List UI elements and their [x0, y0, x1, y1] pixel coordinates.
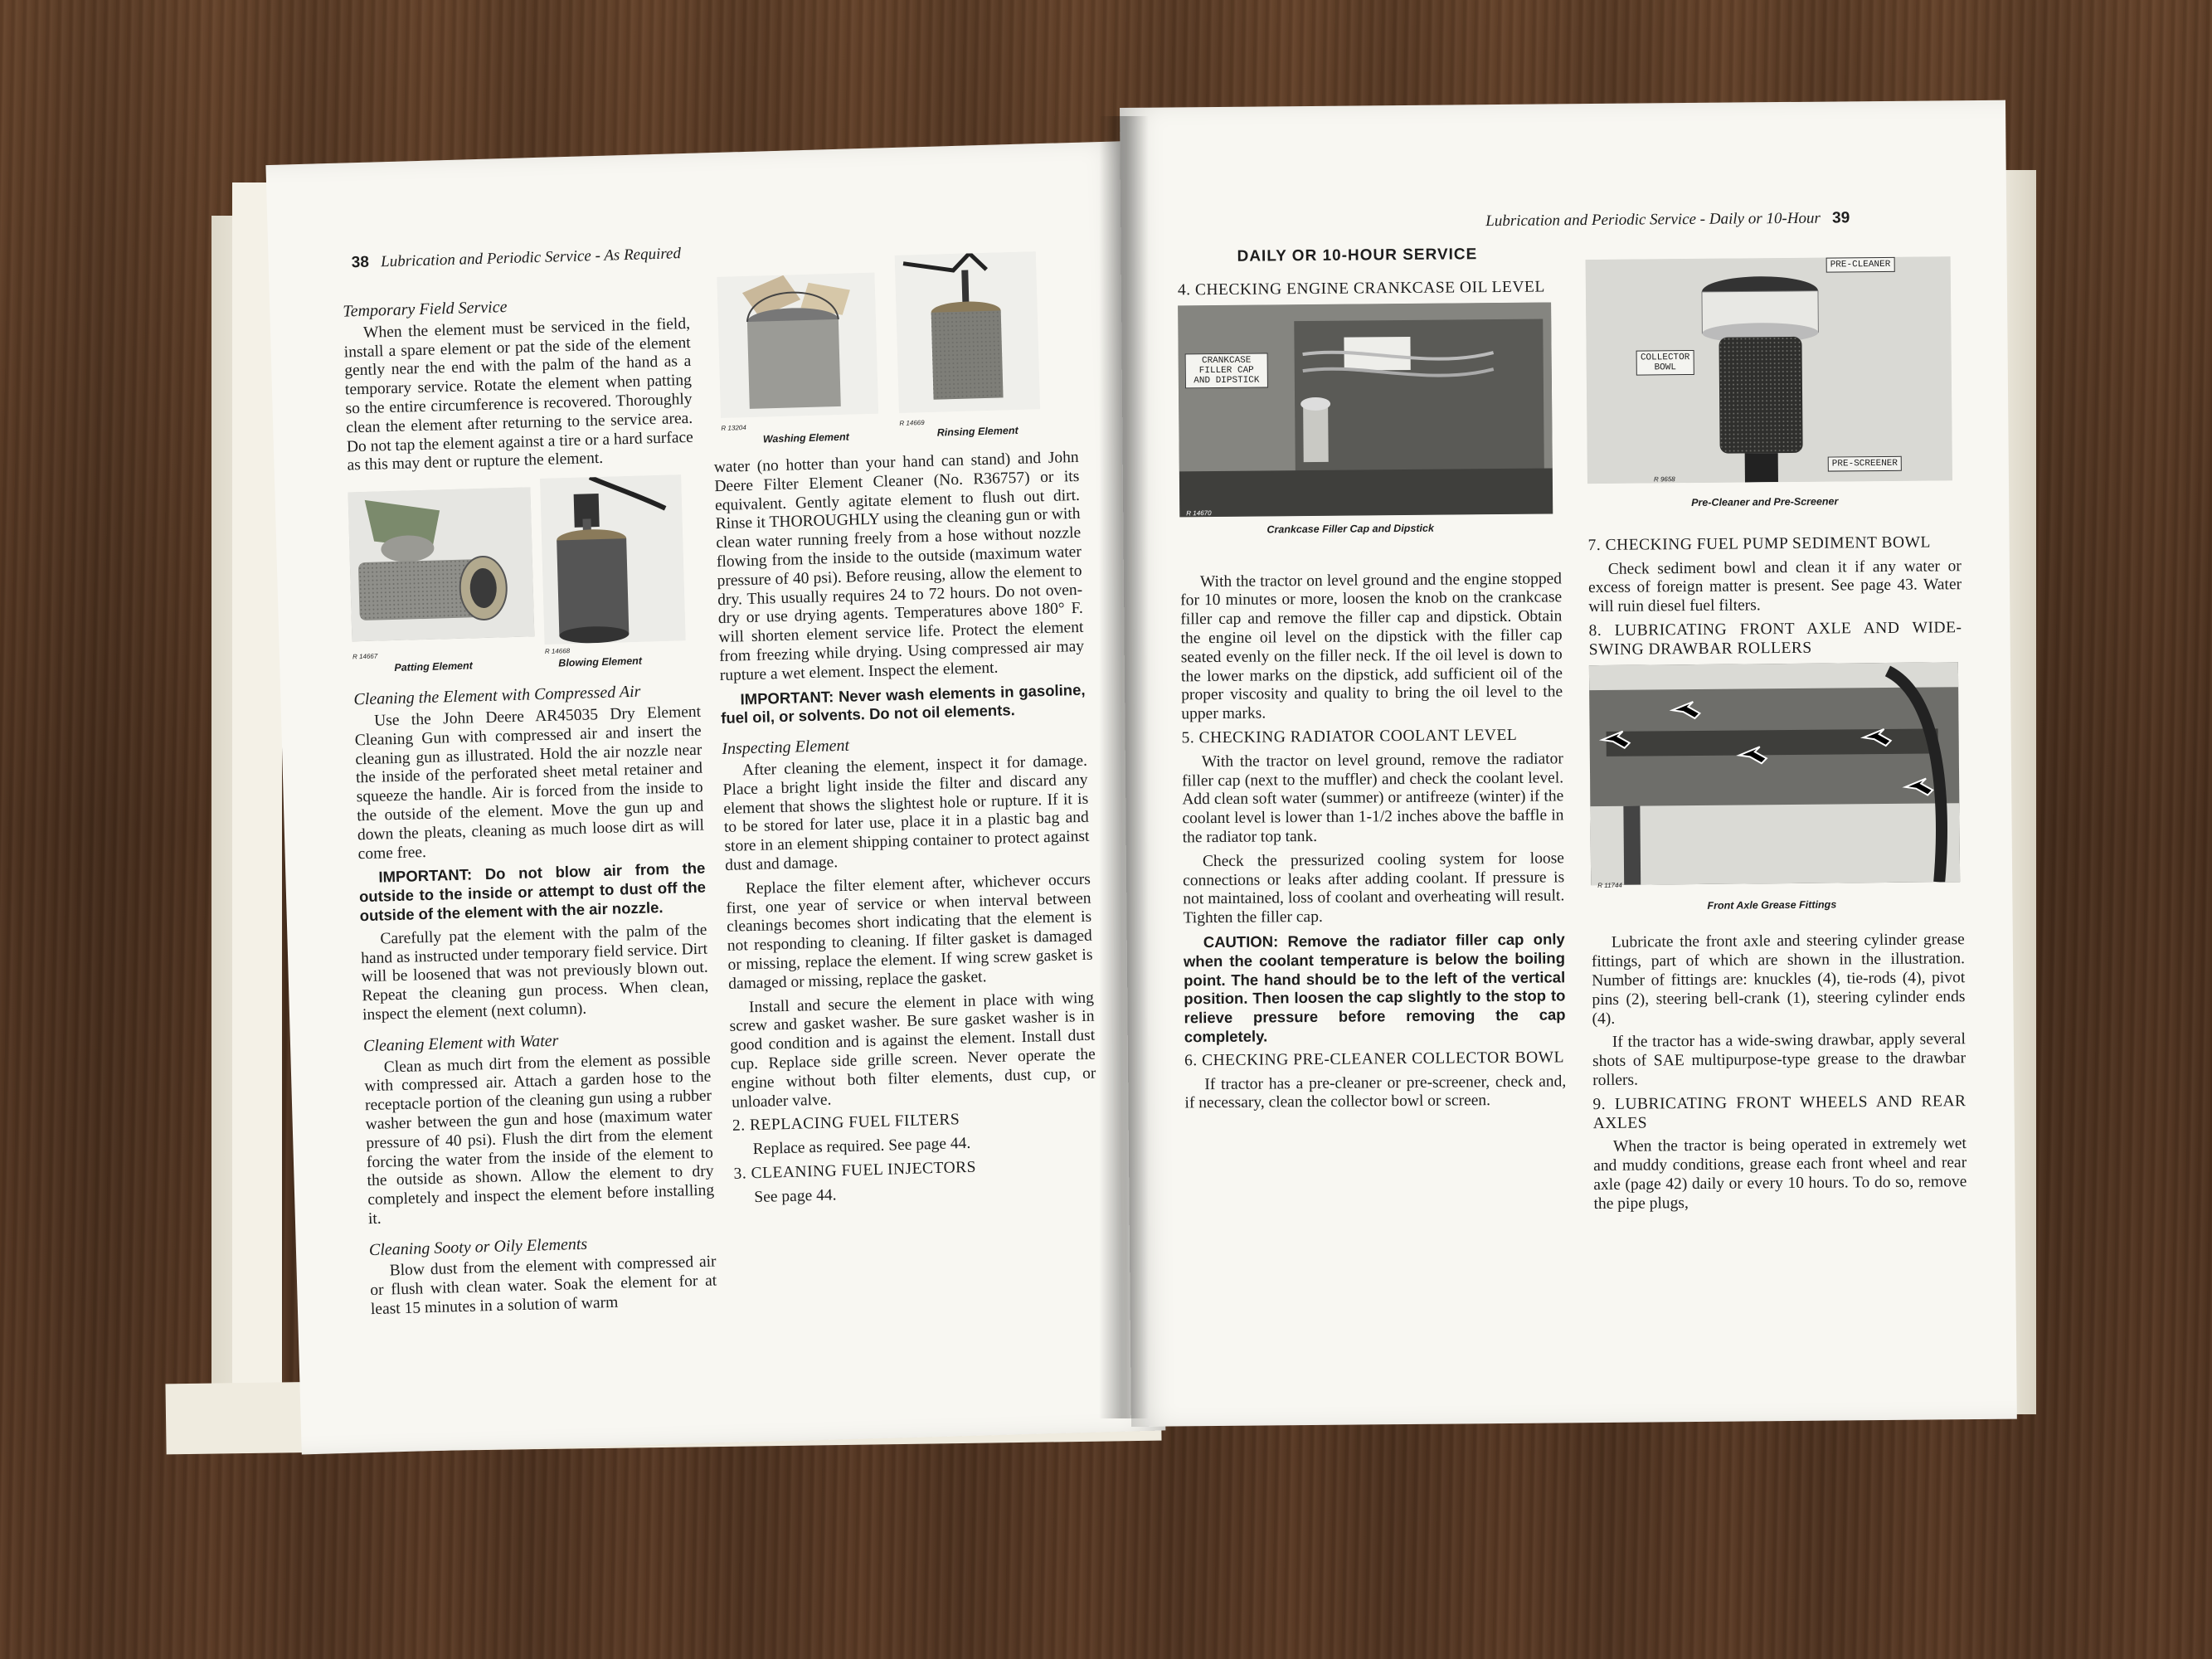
axle-photo-block	[1589, 662, 1964, 889]
compressed-air-title: Cleaning the Element with Compressed Air	[353, 682, 641, 709]
section-4-title: 4. CHECKING ENGINE CRANKCASE OIL LEVEL	[1177, 278, 1545, 299]
section-2-title: 2. REPLACING FUEL FILTERS	[732, 1111, 960, 1136]
section-8-text-2: If the tractor has a wide-swing drawbar, apply several shots of SAE multipurpose-type grease to the drawbar rollers.	[1592, 1030, 1966, 1090]
sooty-title: Cleaning Sooty or Oily Elements	[368, 1234, 588, 1259]
section-3-title: 3. CLEANING FUEL INJECTORS	[733, 1158, 977, 1183]
patting-element-photo	[348, 488, 534, 642]
important-note-1: IMPORTANT: Do not blow air from the outside to the inside or attempt to dust off the outside of the element with the air nozzle.	[358, 859, 707, 925]
left-column-2	[708, 267, 1099, 1213]
precleaner-label: PRE-CLEANER	[1826, 257, 1895, 273]
washing-ref: R 13204	[721, 424, 746, 432]
left-header-title: Lubrication and Periodic Service - As Required	[380, 245, 682, 271]
inspect-title: Inspecting Element	[721, 736, 850, 759]
section-6-title: 6. CHECKING PRE-CLEANER COLLECTOR BOWL	[1184, 1048, 1565, 1070]
right-page	[1120, 100, 2017, 1427]
important-note-2: IMPORTANT: Never wash elements in gasoline, fuel oil, or solvents. Do not oil elements.	[720, 680, 1086, 727]
axle-photo	[1589, 662, 1960, 885]
crankcase-photo	[1178, 302, 1553, 517]
crankcase-photo-block	[1178, 302, 1561, 518]
axle-illustration	[1589, 662, 1960, 885]
section-9-title: 9. LUBRICATING FRONT WHEELS AND REAR AXLES	[1592, 1092, 1966, 1132]
caution-note: CAUTION: Remove the radiator filler cap only when the coolant temperature is below the boiling point. The hand should be to the left of the vertical position. Then loosen the cap slightly to the stop to relieve pressure before removing the cap completely.	[1183, 930, 1566, 1046]
temp-field-text: When the element must be serviced in the field, install a spare element or pat the side of the element gently near the end with the palm of the hand as a temporary service. Rotate the element when patting so the entire circumference is recovered. Thoroughly clean the element after returning to the service area. Do not tap the element against a tire or a hard surface as this may dent or rupture the element.	[343, 314, 694, 474]
blowing-element-photo	[540, 474, 686, 645]
axle-ref: R 11744	[1597, 881, 1622, 889]
patting-caption: Patting Element	[394, 659, 474, 674]
section-2-text: Replace as required. See page 44.	[752, 1134, 971, 1159]
washing-element-photo	[717, 273, 878, 418]
crankcase-label: CRANKCASE FILLER CAP AND DIPSTICK	[1185, 353, 1268, 388]
prescreener-label: PRE-SCREENER	[1828, 456, 1902, 472]
left-page-number: 38	[351, 253, 370, 272]
section-8-title: 8. LUBRICATING FRONT AXLE AND WIDE-SWING DRAWBAR ROLLERS	[1588, 619, 1962, 659]
right-column-2	[1586, 256, 1967, 1219]
right-page-number: 39	[1832, 209, 1850, 227]
section-8-text: Lubricate the front axle and steering cylinder grease fittings, part of which are shown in the illustration. Number of fittings are: knuckles (4), tie-rods (4), pivot pins (2), steering bell-crank (1), steering cylinder ends (4).	[1591, 931, 1966, 1028]
axle-caption: Front Axle Grease Fittings	[1707, 898, 1837, 912]
pat-element-text: Carefully pat the element with the palm of the hand as instructed under temporary field service. Dirt will be loosened that was not previously blown out. Repeat the cleaning gun process. When clean, inspect the element (next column).	[360, 921, 709, 1024]
rinsing-element-photo	[895, 251, 1040, 413]
section-7-text: Check sediment bowl and clean it if any water or excess of foreign matter is present. See page 43. Water will ruin diesel fuel filters.	[1587, 557, 1962, 616]
patting-blowing-photos	[348, 474, 699, 679]
rinsing-ref: R 14669	[899, 419, 925, 427]
patting-element-illustration	[348, 488, 534, 642]
right-header-title: Lubrication and Periodic Service - Daily or 10-Hour	[1485, 209, 1821, 231]
section-5-text: With the tractor on level ground, remove the radiator filler cap (next to the muffler) and check the coolant level. Add clean soft water (summer) or antifreeze (winter) if the coolant level is lower than 1-1/2 inches above the baffle in the radiator top tank.	[1181, 750, 1564, 847]
water-clean-text: Clean as much dirt from the element as possible with compressed air. Attach a garden hose to the receptacle portion of the cleaning gun using a rubber washer between the gun and hose (maximum water pressure of 40 psi). Flush the dirt from the element forcing the water from the inside of the element to the outside as shown. Allow the element to dry completely and inspect the element before installing it.	[364, 1049, 715, 1228]
washing-rinsing-photos	[708, 267, 1078, 447]
patting-ref: R 14667	[352, 652, 378, 661]
water-clean-title: Cleaning Element with Water	[362, 1031, 559, 1055]
crankcase-ref: R 14670	[1186, 508, 1212, 518]
section-7-title: 7. CHECKING FUEL PUMP SEDIMENT BOWL	[1587, 533, 1931, 554]
compressed-air-text: Use the John Deere AR45035 Dry Element Cleaning Gun with compressed air and insert the cleaning gun as illustrated. Hold the air nozzle near the inside of the perforated sheet metal retainer and squeeze the handle. Air is forced from the inside to the outside of the element. Move the gun up and down the pleats, cleaning as much loose dirt as will come free.	[354, 703, 705, 863]
section-5-title: 5. CHECKING RADIATOR COOLANT LEVEL	[1181, 726, 1518, 747]
blowing-ref: R 14668	[544, 647, 571, 656]
washing-caption: Washing Element	[762, 431, 849, 445]
precleaner-photo-block	[1586, 256, 1961, 488]
book-gutter-shadow	[1099, 116, 1149, 1418]
rinsing-caption: Rinsing Element	[936, 424, 1018, 439]
left-page	[265, 141, 1165, 1454]
engine-illustration	[1178, 302, 1553, 517]
install-text: Install and secure the element in place with wing screw and gasket washer. Be sure gasket washer is in good condition and is against the element. Install dust cup. Replace side grille screen. Never operate the engine without both filter elements, dust cup, or unloader valve.	[729, 989, 1096, 1112]
right-page-header	[1485, 209, 1850, 231]
inspect-text: After cleaning the element, inspect it for damage. Place a bright light inside the filter and discard any element that shows the slightest hole or rupture. If it is to be stored for later use, place it in a plastic bag and store in an element shipping container to protect against dust and damage.	[722, 752, 1090, 874]
crankcase-caption: Crankcase Filler Cap and Dipstick	[1266, 522, 1434, 536]
blowing-caption: Blowing Element	[558, 654, 643, 669]
replace-text: Replace the filter element after, whichever occurs first, one year of service or when interval between cleanings becomes short indicating that the element is not responding to cleaning. If filter gasket is damaged or missing, replace the element. If wing screw gasket is damaged or missing, replace the gasket.	[726, 870, 1093, 993]
left-column-1	[343, 293, 717, 1325]
section-3-text: See page 44.	[754, 1186, 837, 1206]
section-4-text: With the tractor on level ground and the engine stopped for 10 minutes or more, loosen the knob on the crankcase filler cap and remove the filler cap and dipstick. Obtain the engine oil level on the dipstick with the filler cap seated evenly on the filler neck. If the oil level is down to the lower marks on the dipstick, add sufficient oil of the proper viscosity and quality to bring the oil level to the upper marks.	[1180, 569, 1563, 723]
section-6-text: If tractor has a pre-cleaner or pre-screener, check and, if necessary, clean the collector bowl or screen.	[1184, 1072, 1567, 1112]
precleaner-caption: Pre-Cleaner and Pre-Screener	[1691, 495, 1839, 509]
rinsing-element-illustration	[895, 251, 1040, 413]
collector-bowl-label: COLLECTOR BOWL	[1636, 350, 1694, 376]
water-cont-text: water (no hotter than your hand can stand) and John Deere Filter Element Cleaner (No. R36757) or its equivalent. Gently agitate element to flush out dirt. Rinse it THOROUGHLY using the cleaning gun or with clean water running freely from a hose without nozzle flowing from the inside to the outside (maximum water pressure of 40 psi). Before reusing, allow the element to dry. This usually requires 24 to 72 hours. Do not oven-dry or use drying agents. Temperatures above 180° F. will shorten element service life. Protect the element from freezing while drying. Using compressed air may rupture a wet element. Inspect the element.	[713, 448, 1085, 684]
section-9-text: When the tractor is being operated in extremely wet and muddy conditions, grease each front wheel and rear axle (page 42) daily or every 10 hours. To do so, remove the pipe plugs,	[1593, 1135, 1967, 1213]
right-column-1	[1178, 278, 1567, 1118]
daily-service-heading: DAILY OR 10-HOUR SERVICE	[1237, 246, 1478, 265]
left-page-header	[351, 245, 681, 272]
temp-field-title: Temporary Field Service	[343, 298, 508, 321]
washing-element-illustration	[717, 273, 878, 418]
blowing-element-illustration	[540, 474, 686, 645]
precleaner-ref: R 9658	[1653, 475, 1675, 484]
section-5-text-2: Check the pressurized cooling system for loose connections or leaks after adding coolant. If pressure is not maintained, loss of coolant and overheating will result. Tighten the filler cap.	[1183, 849, 1565, 927]
sooty-text: Blow dust from the element with compressed air or flush with clean water. Soak the element for at least 15 minutes in a solution of warm	[370, 1253, 717, 1319]
